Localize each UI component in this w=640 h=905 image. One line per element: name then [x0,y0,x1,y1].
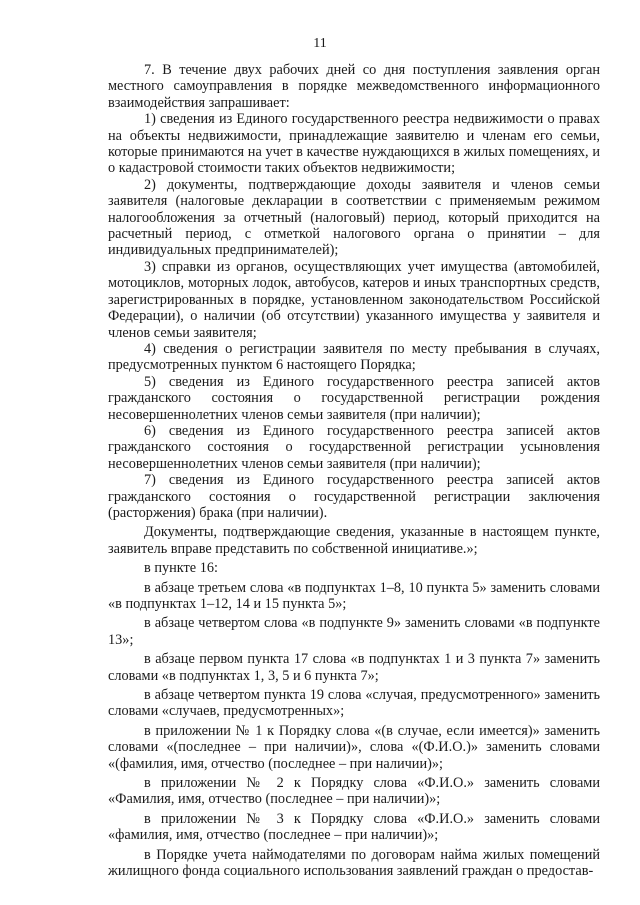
list-item: 1) сведения из Единого государственного реестра недвижимости о правах на объекты недвижимости, принадлежащие заявителю и членам его семьи, которые принимаются на учет в качестве нуждающихся в жилых помещениях, и о кадастровой стоимости таких объектов недвижимости; [108,111,600,177]
list-item: 3) справки из органов, осуществляющих учет имущества (автомобилей, мотоциклов, моторных лодок, автобусов, катеров и иных транспортных средств, зарегистрированных в порядке, установленном законодательством Российской Федерации), о наличии (об отсутствии) указанного имущества у заявителя и членов семьи заявителя; [108,258,600,341]
intro-paragraph: 7. В течение двух рабочих дней со дня поступления заявления орган местного самоуправления в порядке межведомственного информационного взаимодействия запрашивает: [108,62,600,111]
paragraph: в абзаце четвертом пункта 19 слова «случая, предусмотренного» заменить словами «случаев, предусмотренных»; [108,687,600,720]
paragraph: в пункте 16: [144,560,218,577]
paragraph: в абзаце четвертом слова «в подпункте 9» заменить словами «в подпункте 13»; [108,615,600,648]
paragraph: в абзаце первом пункта 17 слова «в подпунктах 1 и 3 пункта 7» заменить словами «в подпунктах 1, 3, 5 и 6 пункта 7»; [108,651,600,684]
paragraph: в приложении № 1 к Порядку слова «(в случае, если имеется)» заменить словами «(последнее – при наличии)», слова «(Ф.И.О.)» заменить словами «(фамилия, имя, отчество (последнее – при наличии)»; [108,722,600,772]
paragraph: в абзаце третьем слова «в подпунктах 1–8, 10 пункта 5» заменить словами «в подпунктах 1–12, 14 и 15 пункта 5»; [108,579,600,612]
paragraph: в приложении № 3 к Порядку слова «Ф.И.О.» заменить словами «фамилия, имя, отчество (последнее – при наличии)»; [108,810,600,844]
list-item: 2) документы, подтверждающие доходы заявителя и членов семьи заявителя (налоговые декларации в соответствии с применяемым режимом налогообложения за отчетный (налоговый) период, который приходится на расчетный период, с отметкой налогового органа о принятии – для индивидуальных предпринимателей); [108,176,600,259]
page-number: 11 [313,36,327,51]
paragraph: Документы, подтверждающие сведения, указанные в настоящем пункте, заявитель вправе представить по собственной инициативе.»; [108,524,600,557]
document-body [108,62,600,880]
paragraph: в Порядке учета наймодателями по договорам найма жилых помещений жилищного фонда социального использования заявлений граждан о предостав- [108,846,600,880]
paragraph: в приложении № 2 к Порядку слова «Ф.И.О.» заменить словами «Фамилия, имя, отчество (последнее – при наличии)»; [108,775,600,808]
list-item: 7) сведения из Единого государственного реестра записей актов гражданского состояния о государственной регистрации заключения (расторжения) брака (при наличии). [108,472,600,521]
list-item: 4) сведения о регистрации заявителя по месту пребывания в случаях, предусмотренных пунктом 6 настоящего Порядка; [108,340,600,374]
list-item: 6) сведения из Единого государственного реестра записей актов гражданского состояния о государственной регистрации усыновления несовершеннолетних членов семьи заявителя (при наличии); [108,422,600,472]
list-item: 5) сведения из Единого государственного реестра записей актов гражданского состояния о государственной регистрации рождения несовершеннолетних членов семьи заявителя (при наличии); [108,373,600,423]
